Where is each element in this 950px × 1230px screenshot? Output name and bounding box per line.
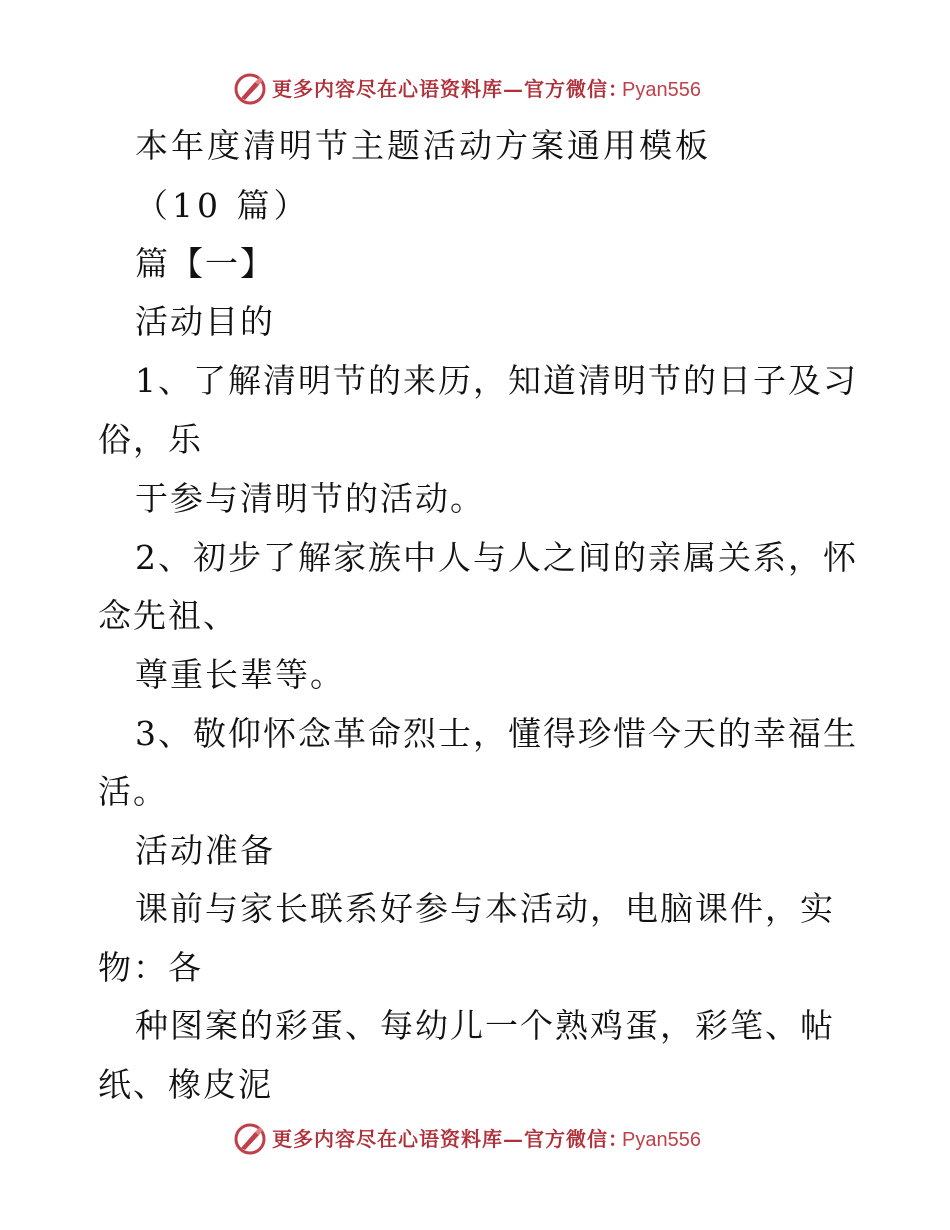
paragraph-line: 俗，乐: [98, 420, 203, 459]
section-heading: 篇【一】: [135, 244, 275, 283]
document-subtitle: （10 篇）: [135, 186, 311, 225]
subheading-purpose: 活动目的: [135, 302, 275, 341]
paragraph-line: 3、敬仰怀念革命烈士，懂得珍惜今天的幸福生: [135, 714, 858, 753]
paragraph-line: 活。: [98, 772, 168, 811]
paragraph-line: 课前与家长联系好参与本活动，电脑课件，实: [135, 889, 835, 928]
paragraph-line: 尊重长辈等。: [135, 655, 345, 694]
watermark-footer: [0, 1120, 950, 1160]
pen-logo-icon: [233, 1122, 267, 1156]
paragraph-line: 纸、橡皮泥: [98, 1065, 273, 1104]
paragraph-line: 于参与清明节的活动。: [135, 479, 485, 518]
paragraph-line: 2、初步了解家族中人与人之间的亲属关系，怀: [135, 538, 858, 577]
subheading-preparation: 活动准备: [135, 831, 275, 870]
watermark-account: Pyan556: [622, 1129, 701, 1151]
paragraph-line: 1、了解清明节的来历，知道清明节的日子及习: [135, 361, 858, 400]
paragraph-line: 物：各: [98, 948, 203, 987]
watermark-text: 更多内容尽在心语资料库—官方微信：: [272, 1127, 629, 1151]
watermark-account: Pyan556: [622, 79, 701, 101]
document-title: 本年度清明节主题活动方案通用模板: [135, 126, 711, 165]
watermark-text: 更多内容尽在心语资料库—官方微信：: [272, 77, 629, 101]
watermark-header: [0, 70, 950, 110]
paragraph-line: 种图案的彩蛋、每幼儿一个熟鸡蛋，彩笔、帖: [135, 1006, 835, 1045]
pen-logo-icon: [233, 72, 267, 106]
paragraph-line: 念先祖、: [98, 596, 238, 635]
